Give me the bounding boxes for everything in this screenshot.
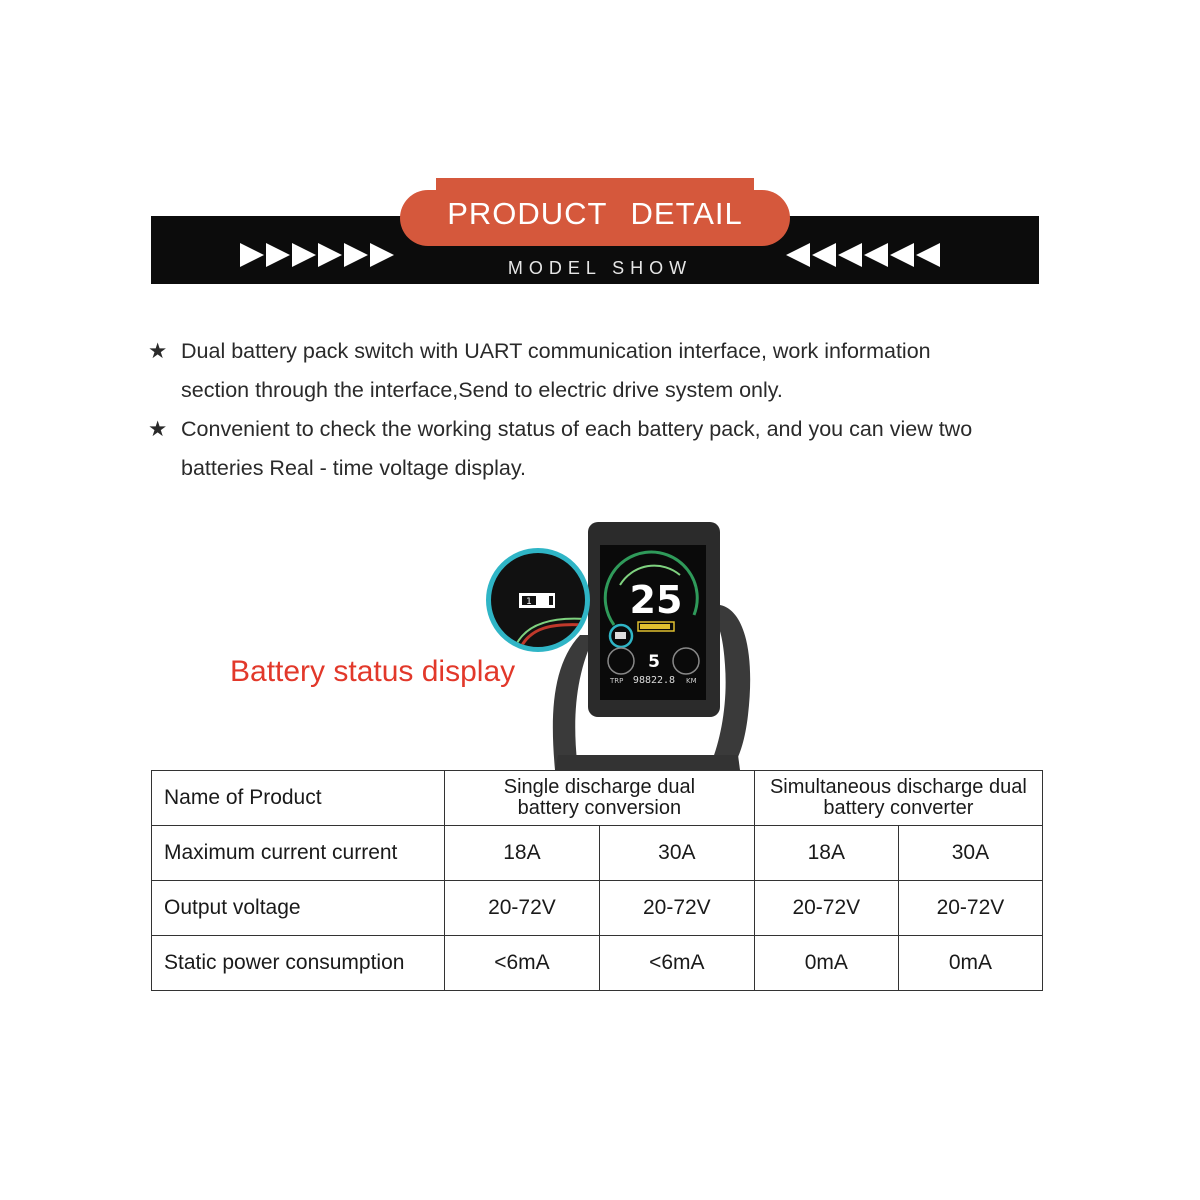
table-cell: 20-72V bbox=[898, 881, 1042, 936]
table-row bbox=[152, 826, 1043, 881]
table-cell: <6mA bbox=[599, 936, 754, 991]
left-arrows-icon bbox=[240, 238, 394, 272]
speed-readout: 25 bbox=[629, 578, 683, 622]
odometer-readout: 98822.8 bbox=[632, 675, 676, 686]
table-cell: 30A bbox=[898, 826, 1042, 881]
table-cell: 20-72V bbox=[599, 881, 754, 936]
row-label: Output voltage bbox=[152, 881, 445, 936]
star-icon: ★ bbox=[148, 339, 168, 363]
odometer-label: TRP bbox=[610, 677, 624, 685]
table-cell: 18A bbox=[445, 826, 600, 881]
feature-list bbox=[148, 332, 1078, 488]
feature-item bbox=[148, 332, 1078, 410]
page-subtitle: MODEL SHOW bbox=[507, 258, 693, 278]
odometer-unit: KM bbox=[686, 677, 697, 685]
battery-zoom-callout bbox=[486, 548, 590, 652]
table-row bbox=[152, 771, 1043, 826]
gear-readout: 5 bbox=[648, 652, 660, 672]
group-header: Single discharge dual battery conversion bbox=[445, 771, 755, 826]
table-cell: 0mA bbox=[754, 936, 898, 991]
right-arrows-icon bbox=[786, 238, 940, 272]
table-cell: <6mA bbox=[445, 936, 600, 991]
table-cell: 18A bbox=[754, 826, 898, 881]
row-label: Name of Product bbox=[152, 771, 445, 826]
star-icon: ★ bbox=[148, 417, 168, 441]
row-label: Static power consumption bbox=[152, 936, 445, 991]
row-label: Maximum current current bbox=[152, 826, 445, 881]
battery-number: 1 bbox=[526, 597, 532, 607]
page-title: PRODUCT DETAIL bbox=[447, 196, 743, 231]
feature-line: Dual battery pack switch with UART communication interface, work information bbox=[181, 339, 931, 363]
table-row bbox=[152, 936, 1043, 991]
table-cell: 20-72V bbox=[445, 881, 600, 936]
battery-status-caption: Battery status display bbox=[230, 655, 516, 688]
feature-item bbox=[148, 410, 1078, 488]
group-header: Simultaneous discharge dual battery converter bbox=[754, 771, 1042, 826]
table-row bbox=[152, 881, 1043, 936]
feature-line: section through the interface,Send to electric drive system only. bbox=[181, 378, 783, 402]
table-cell: 30A bbox=[599, 826, 754, 881]
battery-icon bbox=[491, 553, 585, 647]
feature-line: batteries Real - time voltage display. bbox=[181, 456, 526, 480]
spec-table bbox=[151, 770, 1043, 991]
table-cell: 20-72V bbox=[754, 881, 898, 936]
feature-line: Convenient to check the working status of each battery pack, and you can view two bbox=[181, 417, 973, 441]
table-cell: 0mA bbox=[898, 936, 1042, 991]
